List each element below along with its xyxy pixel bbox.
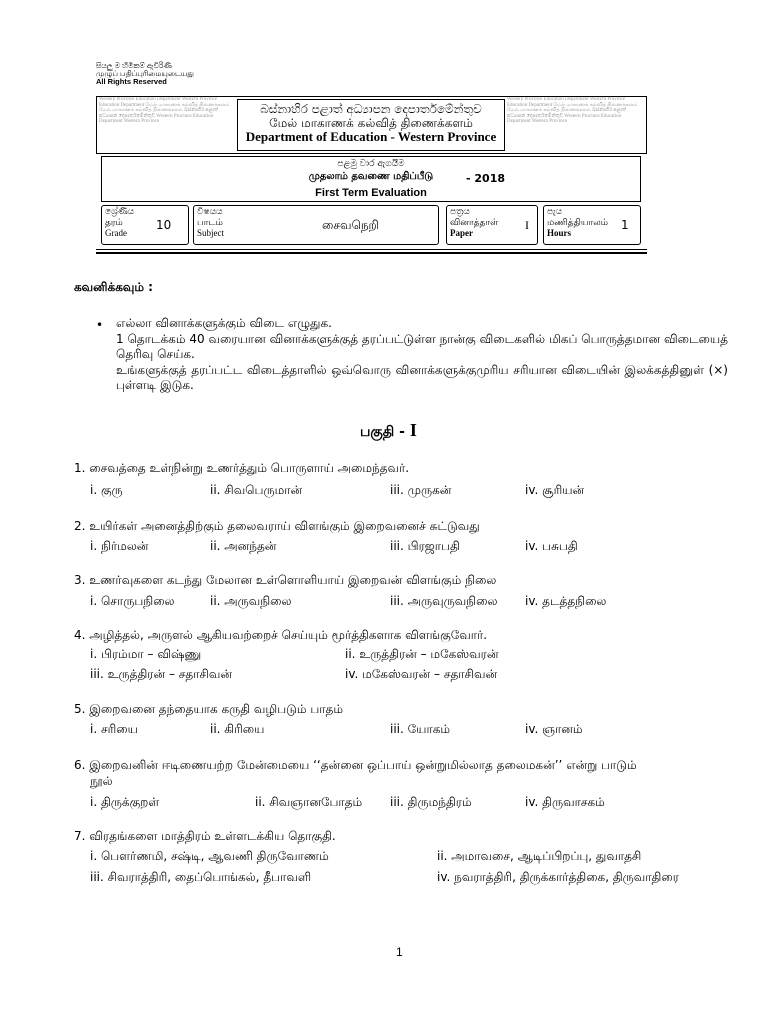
q6-option-4: iv. திருவாசகம் xyxy=(525,795,605,809)
paper-cell xyxy=(446,205,538,245)
page-number: 1 xyxy=(396,945,403,959)
subject-value: சைவநெறி xyxy=(322,218,379,232)
hours-ta: மணித்தியாலம் xyxy=(547,217,608,228)
paper-ta: வினாத்தாள் xyxy=(450,217,499,228)
department-box xyxy=(237,99,505,151)
subject-si: විෂයය xyxy=(197,207,223,217)
instruction-3: உங்களுக்குத் தரப்பட்ட விடைத்தாளில் ஒவ்வொரு வினாக்களுக்குமுரிய சரியான விடையின் இலக்கத்தினுள் (×) புள்ளடி இடுக. xyxy=(116,362,728,392)
q4-option-4: iv. மகேஸ்வரன் – சதாசிவன் xyxy=(345,667,498,681)
subject-cell xyxy=(193,205,439,245)
hours-value: 1 xyxy=(621,218,629,232)
eval-year: - 2018 xyxy=(466,172,506,185)
bullet-icon: • xyxy=(96,318,104,332)
q5-option-4: iv. ஞானம் xyxy=(525,722,583,736)
header-rule-2 xyxy=(96,252,647,254)
hours-si: පැය xyxy=(547,207,563,217)
rights-si: සියලු ම හිමිකම් ඇවිරිණි xyxy=(96,61,172,70)
dept-ta: மேல் மாகாணக் கல்வித் திணைக்களம் xyxy=(269,116,473,130)
grade-si: ශ්‍රේණිය xyxy=(105,207,135,217)
q3-option-2: ii. அருவநிலை xyxy=(210,594,292,608)
q7-option-3: iii. சிவராத்திரி, தைப்பொங்கல், தீபாவளி xyxy=(90,870,312,884)
q2-option-3: iii. பிரஜாபதி xyxy=(390,539,460,553)
q5-option-2: ii. கிரியை xyxy=(210,722,265,736)
q5-option-1: i. சரியை xyxy=(90,722,138,736)
q3-option-3: iii. அருவுருவநிலை xyxy=(390,594,498,608)
dept-si: බස්නාහිර පළාත් අධ්‍යාපන දෙපාර්තමේන්තුව xyxy=(260,102,482,116)
q4-option-2: ii. உருத்திரன் – மகேஸ்வரன் xyxy=(345,647,499,661)
hours-en: Hours xyxy=(547,228,572,238)
rights-reserved xyxy=(96,62,194,86)
q7-option-2: ii. அமாவசை, ஆடிப்பிறப்பு, துவாதசி xyxy=(437,849,642,863)
q6-option-3: iii. திருமந்திரம் xyxy=(390,795,472,809)
dept-en: Department of Education - Western Province xyxy=(245,129,497,144)
question-7: 7. விரதங்களை மாத்திரம் உள்ளடக்கிய தொகுதி. xyxy=(74,829,336,843)
instruction-2: 1 தொடக்கம் 40 வரையான வினாக்களுக்குத் தரப்பட்டுள்ள நான்கு விடைகளில் மிகப் பொருத்தமான விடையைத் தெரிவு செய்க. xyxy=(116,331,728,361)
part-number: I xyxy=(409,420,417,440)
q4-option-1: i. பிரம்மா – விஷ்ணு xyxy=(90,647,202,661)
q5-option-3: iii. யோகம் xyxy=(390,722,451,736)
instruction-1: எல்லா வினாக்களுக்கும் விடை எழுதுக. xyxy=(116,316,332,330)
q4-option-3: iii. உருத்திரன் – சதாசிவன் xyxy=(90,667,233,681)
instructions xyxy=(116,316,728,394)
grade-ta: தரம் xyxy=(105,217,123,228)
subject-ta: பாடம் xyxy=(197,217,223,228)
q1-option-4: iv. சூரியன் xyxy=(525,483,585,497)
watermark-right: Western Province Education Department Western Province Education Department மேல் மாகாணக் கல்வித் திணைக்களம் மேல் மாகாணக் கல்வித் திணைக்களம் බස්නාහිර පළාත් අධ්‍යාපන දෙපාර්තමේන්තුව Western Province Education Department Western Province xyxy=(507,97,638,125)
notice-heading: கவனிக்கவும் : xyxy=(74,280,153,294)
header-rule-1 xyxy=(96,249,647,250)
grade-value: 10 xyxy=(156,218,172,232)
question-3: 3. உணர்வுகளை கடந்து மேலான உள்ளொளியாய் இறைவன் விளங்கும் நிலை xyxy=(74,573,497,587)
rights-ta: முழுப் பதிப்புரிமையுடையது xyxy=(96,69,194,78)
question-2: 2. உயிர்கள் அனைத்திற்கும் தலைவராய் விளங்கும் இறைவனைச் சுட்டுவது xyxy=(74,519,480,533)
q2-option-2: ii. அனந்தன் xyxy=(210,539,277,553)
question-5: 5. இறைவனை தந்தையாக கருதி வழிபடும் பாதம் xyxy=(74,702,344,716)
rights-en: All Rights Reserved xyxy=(96,77,167,86)
q3-option-1: i. சொருபநிலை xyxy=(90,594,175,608)
question-6-cont: நூல் xyxy=(90,774,113,788)
paper-si: පත්‍රය xyxy=(450,207,470,217)
evaluation-box xyxy=(101,156,641,202)
paper-value: I xyxy=(525,218,529,232)
eval-en: First Term Evaluation xyxy=(315,187,427,199)
eval-ta: முதலாம் தவணை மதிப்பீடு xyxy=(308,171,434,182)
watermark-left: Western Province Education Department Western Province Education Department மேல் மாகாணக் கல்வித் திணைக்களம் மேல் மாகாணக் கல்வித் திணைக்களம் බස්නාහිර පළාත් අධ්‍යාපන දෙපාර්තමේන්තුව Western Province Education Department Western Province xyxy=(99,97,230,125)
q7-option-1: i. பௌர்ணமி, சஷ்டி, ஆவணி திருவோணம் xyxy=(90,849,329,863)
q6-option-1: i. திருக்குறள் xyxy=(90,795,160,809)
q7-option-4: iv. நவராத்திரி, திருக்கார்த்திகை, திருவாதிரை xyxy=(437,870,679,884)
paper-en: Paper xyxy=(450,228,473,238)
header-banner xyxy=(96,96,647,154)
question-4: 4. அழித்தல், அருளல் ஆகியவற்றைச் செய்யும் மூர்த்திகளாக விளங்குவோர். xyxy=(74,628,488,642)
q2-option-1: i. நிர்மலன் xyxy=(90,539,149,553)
question-1: 1. சைவத்தை உள்நின்று உணர்த்தும் பொருளாய் அமைந்தவர். xyxy=(74,461,410,475)
question-6: 6. இறைவனின் ஈடிணையற்ற மேன்மையை ‘‘தன்னை ஒப்பாய் ஒன்றுமில்லாத தலைமகன்’’ என்று பாடும் xyxy=(74,758,637,772)
q2-option-4: iv. பசுபதி xyxy=(525,539,578,553)
q6-option-2: ii. சிவஞானபோதம் xyxy=(255,795,363,809)
q1-option-1: i. குரு xyxy=(90,483,123,497)
q1-option-3: iii. முருகன் xyxy=(390,483,452,497)
q1-option-2: ii. சிவபெருமான் xyxy=(210,483,303,497)
grade-cell xyxy=(101,205,189,245)
part-label: பகுதி - xyxy=(360,424,405,440)
hours-cell xyxy=(543,205,641,245)
q3-option-4: iv. தடத்தநிலை xyxy=(525,594,607,608)
subject-en: Subject xyxy=(197,228,224,238)
eval-si: පළමු වාර ඇගයීම xyxy=(337,159,405,169)
grade-en: Grade xyxy=(105,228,127,238)
part-heading xyxy=(360,420,417,442)
